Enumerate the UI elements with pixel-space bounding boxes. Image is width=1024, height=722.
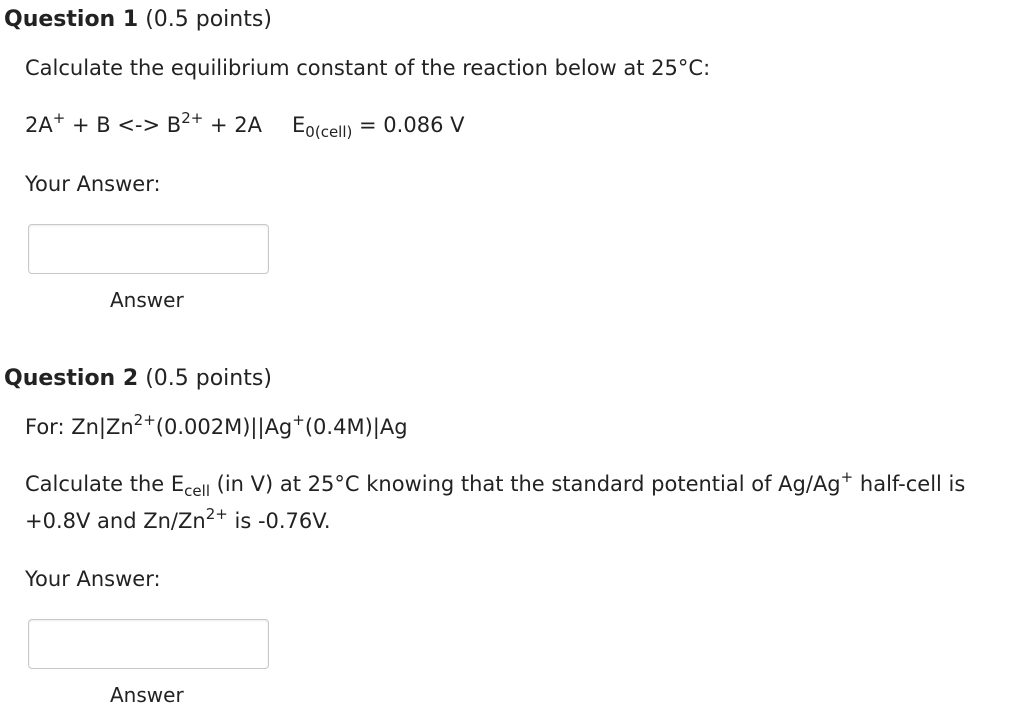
equation-part-1: 2A [25, 113, 53, 137]
question-1-equation [25, 109, 465, 141]
question-2-answer-prompt: Your Answer: [25, 567, 161, 591]
question-1-answer-label: Answer [110, 288, 184, 312]
question-2-prompt [25, 466, 1005, 540]
question-1-heading [4, 7, 272, 32]
question-1-prompt: Calculate the equilibrium constant of the reaction below at 25°C: [25, 56, 711, 80]
calc-part-4: is -0.76V. [227, 509, 331, 533]
cell-notation-sup-2: + [292, 411, 305, 429]
cell-potential-label: E [292, 113, 306, 137]
equation-part-2: + B <-> B [65, 113, 182, 137]
question-1-answer-input[interactable] [28, 224, 269, 274]
question-2-points: (0.5 points) [145, 366, 272, 391]
question-2-answer-input[interactable] [28, 619, 269, 669]
calc-part-3: half-cell is +0.8V and Zn/Zn [25, 472, 966, 533]
question-1-title: Question 1 [4, 7, 139, 32]
question-2-heading [4, 366, 272, 391]
calc-sup-2: 2+ [205, 505, 228, 523]
calc-part-2: (in V) at 25°C knowing that the standard potential of Ag/Ag [209, 472, 841, 496]
question-2-title: Question 2 [4, 366, 139, 391]
calc-part-1: Calculate the E [25, 472, 185, 496]
question-2-cell-notation [25, 411, 408, 439]
cell-notation-sup-1: 2+ [133, 411, 156, 429]
cell-potential-subscript: 0(cell) [305, 123, 353, 141]
equation-sup-1: + [52, 109, 66, 127]
cell-notation-part-3: (0.4M)|Ag [304, 415, 408, 439]
cell-notation-part-1: For: Zn|Zn [25, 415, 134, 439]
calc-sup-1: + [840, 468, 854, 486]
question-2-answer-label: Answer [110, 683, 184, 707]
cell-notation-part-2: (0.002M)||Ag [155, 415, 293, 439]
cell-potential-value: = 0.086 V [352, 113, 465, 137]
calc-sub-1: cell [184, 482, 210, 500]
question-1-points: (0.5 points) [145, 7, 272, 32]
equation-sup-2: 2+ [181, 109, 204, 127]
question-1-answer-prompt: Your Answer: [25, 172, 161, 196]
equation-part-3: + 2A [203, 113, 263, 137]
